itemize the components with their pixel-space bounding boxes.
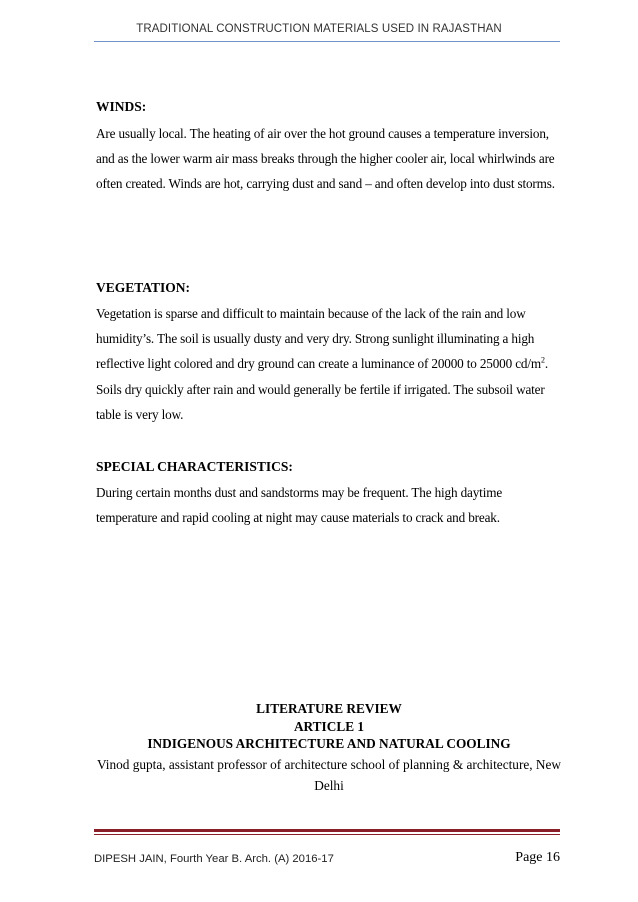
page-number: Page 16	[515, 850, 560, 865]
winds-line-3: often created. Winds are hot, carrying dust and sand – and often develop into dust storms.	[96, 176, 555, 192]
article-title: INDIGENOUS ARCHITECTURE AND NATURAL COOLING	[147, 736, 511, 751]
vegetation-line-3-end: .	[544, 356, 549, 372]
literature-title: LITERATURE REVIEW	[256, 701, 402, 716]
special-line-1: During certain months dust and sandstorms may be frequent. The high daytime	[96, 485, 503, 500]
vegetation-line-3-text: reflective light colored and dry ground can create a luminance of 20000 to 25000 cd/m	[96, 356, 541, 372]
footer-divider-thin	[94, 834, 560, 835]
section-vegetation	[96, 279, 566, 427]
special-line-2: temperature and rapid cooling at night may cause materials to crack and break.	[96, 510, 500, 526]
vegetation-paragraph	[96, 301, 566, 427]
superscript-2: 2	[541, 356, 545, 366]
vegetation-line-1: Vegetation is sparse and difficult to maintain because of the lack of the rain and low	[96, 306, 526, 321]
footer-divider-thick	[94, 829, 560, 832]
vegetation-line-3	[96, 351, 566, 376]
winds-heading: WINDS:	[96, 99, 147, 114]
special-paragraph	[96, 480, 566, 530]
literature-review-block	[80, 700, 578, 797]
vegetation-line-5: table is very low.	[96, 406, 184, 422]
section-special-characteristics	[96, 458, 566, 530]
article-author-line-1: Vinod gupta, assistant professor of architecture school of planning & architecture, New	[96, 756, 562, 772]
winds-line-1: Are usually local. The heating of air over the hot ground causes a temperature inversion,	[96, 126, 549, 141]
article-author-line-2: Delhi	[314, 777, 344, 793]
vegetation-line-4: Soils dry quickly after rain and would generally be fertile if irrigated. The subsoil water	[96, 381, 545, 397]
article-number: ARTICLE 1	[293, 718, 365, 734]
footer-author: DIPESH JAIN, Fourth Year B. Arch. (A) 2016-17	[94, 853, 334, 865]
vegetation-heading: VEGETATION:	[96, 280, 191, 295]
section-winds	[96, 98, 566, 197]
winds-paragraph	[96, 121, 566, 197]
winds-line-2: and as the lower warm air mass breaks through the higher cooler air, local whirlwinds are	[96, 151, 555, 167]
header-divider	[94, 41, 560, 42]
vegetation-line-2: humidity’s. The soil is usually dusty and very dry. Strong sunlight illuminating a high	[96, 331, 535, 347]
special-heading: SPECIAL CHARACTERISTICS:	[96, 459, 293, 474]
running-header: TRADITIONAL CONSTRUCTION MATERIALS USED IN RAJASTHAN	[136, 23, 502, 35]
